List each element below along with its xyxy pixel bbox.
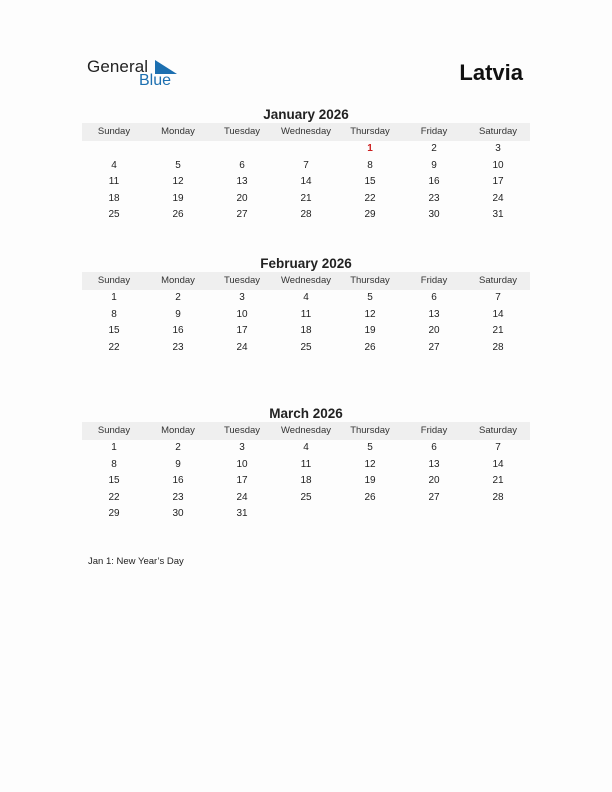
day-cell: 14: [492, 458, 504, 470]
day-cell: 31: [492, 209, 504, 221]
weekday-label: Sunday: [97, 126, 131, 137]
day-cell: 21: [492, 475, 504, 487]
week-row: [82, 473, 530, 490]
day-cell: 24: [236, 491, 248, 503]
day-cell: 20: [236, 192, 248, 204]
weekday-label: Wednesday: [281, 275, 331, 286]
weekday-label: Thursday: [350, 425, 390, 436]
weekday-label: Thursday: [350, 275, 390, 286]
weekday-header: [82, 272, 530, 290]
month-january: [82, 106, 530, 224]
day-cell: 6: [431, 292, 437, 303]
weekday-label: Thursday: [350, 126, 390, 137]
day-cell: 16: [428, 176, 440, 188]
weekday-header: [82, 123, 530, 141]
day-cell: 27: [236, 209, 248, 221]
day-cell: 30: [172, 508, 184, 520]
day-cell: 24: [236, 341, 248, 353]
day-cell: 3: [495, 143, 501, 154]
day-cell: 8: [111, 458, 117, 470]
week-row: [82, 457, 530, 474]
day-cell: 1: [111, 442, 117, 453]
day-cell: 12: [364, 458, 376, 470]
day-cell: 27: [428, 491, 440, 503]
day-cell: [146, 141, 210, 158]
day-cell: 5: [367, 292, 373, 303]
day-cell: 13: [428, 458, 440, 470]
day-cell: 2: [175, 292, 181, 303]
weekday-label: Saturday: [478, 275, 518, 286]
month-title: January 2026: [263, 107, 349, 122]
logo-text-blue: Blue: [139, 72, 172, 89]
day-cell: 15: [108, 475, 120, 487]
day-cell: 22: [108, 491, 120, 503]
day-cell: 25: [300, 491, 312, 503]
day-cell: 5: [175, 159, 181, 171]
day-cell: 1: [111, 292, 117, 303]
day-cell: 23: [428, 192, 440, 204]
weekday-label: Wednesday: [281, 425, 331, 436]
day-cell: 9: [175, 308, 181, 320]
month-february: [82, 255, 530, 356]
day-cell: 27: [428, 341, 440, 353]
day-cell: 8: [367, 159, 373, 171]
logo: [87, 57, 187, 93]
weekday-label: Saturday: [478, 126, 518, 137]
month-title: February 2026: [260, 256, 352, 271]
day-cell: 16: [172, 475, 184, 487]
day-cell: 4: [303, 292, 309, 303]
day-cell: [466, 506, 530, 523]
day-cell: 7: [495, 292, 501, 303]
day-cell: 3: [239, 442, 245, 453]
day-cell: 8: [111, 308, 117, 320]
week-row: [82, 323, 530, 340]
day-cell: 17: [236, 475, 248, 487]
day-cell: 17: [492, 176, 504, 188]
day-cell: 5: [367, 442, 373, 453]
day-cell: [82, 141, 146, 158]
week-row: [82, 340, 530, 357]
holiday-note: Jan 1: New Year’s Day: [88, 556, 184, 567]
day-cell: 11: [108, 176, 120, 188]
day-cell: 3: [239, 292, 245, 303]
day-cell: 26: [364, 491, 376, 503]
day-cell: 10: [492, 159, 504, 171]
day-cell: 18: [300, 325, 312, 337]
day-cell: 9: [431, 159, 437, 171]
month-march: [82, 405, 530, 523]
weekday-header: [82, 422, 530, 440]
day-cell: 17: [236, 325, 248, 337]
day-cell: 13: [236, 176, 248, 188]
day-cell: 9: [175, 458, 181, 470]
day-cell: 31: [236, 508, 248, 520]
day-cell: [274, 506, 338, 523]
country-title: Latvia: [459, 60, 523, 85]
day-cell: 11: [300, 308, 312, 320]
weekday-label: Tuesday: [223, 275, 261, 286]
day-cell: 16: [172, 325, 184, 337]
weekday-label: Monday: [161, 126, 195, 137]
day-cell: 28: [492, 341, 504, 353]
day-cell: 10: [236, 308, 248, 320]
week-row: [82, 290, 530, 307]
day-cell: 19: [364, 325, 376, 337]
day-cell: 12: [172, 176, 184, 188]
day-cell: [338, 506, 402, 523]
day-cell: 7: [495, 442, 501, 453]
weekday-label: Tuesday: [223, 126, 261, 137]
day-cell: 26: [364, 341, 376, 353]
day-cell: 23: [172, 341, 184, 353]
day-cell: 2: [431, 143, 437, 154]
day-cell: 11: [300, 458, 312, 470]
week-row: [82, 158, 530, 175]
week-row: [82, 490, 530, 507]
day-cell: 19: [364, 475, 376, 487]
day-cell: 28: [300, 209, 312, 221]
weekday-label: Friday: [420, 275, 448, 286]
weekday-label: Tuesday: [223, 425, 261, 436]
week-row: [82, 506, 530, 523]
day-cell: 18: [300, 475, 312, 487]
day-cell: 15: [364, 176, 376, 188]
day-cell: 10: [236, 458, 248, 470]
day-cell: 4: [303, 442, 309, 453]
week-row: [82, 307, 530, 324]
logo-text-general: General: [87, 57, 149, 76]
day-cell: 6: [239, 159, 245, 171]
day-cell: 21: [300, 192, 312, 204]
month-title: March 2026: [269, 406, 343, 421]
day-cell: 22: [108, 341, 120, 353]
day-cell: 26: [172, 209, 184, 221]
day-cell: 22: [364, 192, 376, 204]
day-cell: 13: [428, 308, 440, 320]
day-cell: 25: [300, 341, 312, 353]
day-cell: 21: [492, 325, 504, 337]
week-row: [82, 174, 530, 191]
day-cell: 29: [108, 508, 120, 520]
day-cell: 19: [172, 192, 184, 204]
day-cell: 18: [108, 192, 120, 204]
week-row: [82, 141, 530, 158]
day-cell: 4: [111, 159, 117, 171]
day-cell: 2: [175, 442, 181, 453]
day-cell: [274, 141, 338, 158]
weekday-label: Friday: [420, 425, 448, 436]
day-cell: 23: [172, 491, 184, 503]
week-row: [82, 191, 530, 208]
weekday-label: Monday: [161, 275, 195, 286]
day-cell: 28: [492, 491, 504, 503]
day-cell: [210, 141, 274, 158]
day-cell: 20: [428, 325, 440, 337]
week-row: [82, 440, 530, 457]
day-cell: 7: [303, 159, 309, 171]
day-cell: 24: [492, 192, 504, 204]
day-cell: 15: [108, 325, 120, 337]
day-cell: 6: [431, 442, 437, 453]
day-cell: 1: [367, 143, 373, 154]
weekday-label: Sunday: [97, 275, 131, 286]
day-cell: [402, 506, 466, 523]
weekday-label: Wednesday: [281, 126, 331, 137]
weekday-label: Saturday: [478, 425, 518, 436]
weekday-label: Sunday: [97, 425, 131, 436]
day-cell: 25: [108, 209, 120, 221]
day-cell: 20: [428, 475, 440, 487]
day-cell: 29: [364, 209, 376, 221]
day-cell: 12: [364, 308, 376, 320]
day-cell: 14: [492, 308, 504, 320]
day-cell: 30: [428, 209, 440, 221]
day-cell: 14: [300, 176, 312, 188]
week-row: [82, 207, 530, 224]
weekday-label: Monday: [161, 425, 195, 436]
weekday-label: Friday: [420, 126, 448, 137]
